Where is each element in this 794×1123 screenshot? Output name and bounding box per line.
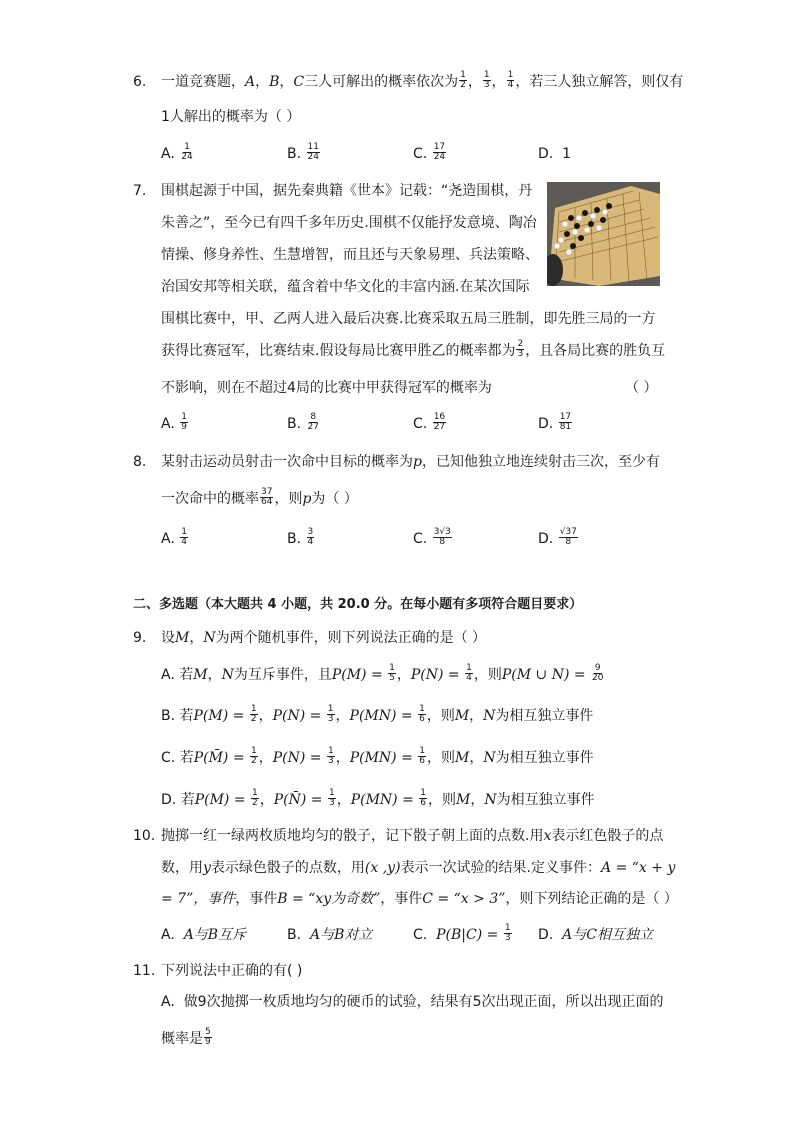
- q8-option-d: D. $\frac{√37}{8}$: [538, 526, 577, 547]
- q7-line2: 朱善之”，至今已有四千多年历史.围棋不仅能抒发意境、陶冶: [161, 215, 537, 231]
- q9-option-c: C. 若P(M̄) = $\frac{1}{2}$ ，P(N) = $\frac{1}{3}$ ，P(MN) = $\frac{1}{6}$ ，则M，N为相互独立事件: [161, 745, 594, 766]
- q9-option-b: B. 若P(M) = $\frac{1}{2}$ ，P(N) = $\frac{1}{3}$ ，P(MN) = $\frac{1}{6}$ ，则M，N为相互独立事件: [161, 703, 594, 724]
- q7-line5: 围棋比赛中，甲、乙两人进入最后决赛.比赛采取五局三胜制，即先胜三局的一方: [161, 311, 656, 327]
- q6-number: 6.: [133, 74, 147, 90]
- q7-option-a: A. $\frac{1}{9}$: [161, 411, 187, 432]
- q11-option-a-line1: A. 做9次抛掷一枚质地均匀的硬币的试验，结果有5次出现正面，所以出现正面的: [161, 994, 664, 1010]
- q10-option-b: B. A与B对立: [287, 927, 373, 943]
- q10-option-a: A. A与B互斥: [161, 927, 247, 943]
- q10-option-d: D. A与C相互独立: [538, 927, 653, 943]
- q8-option-b: B. $\frac{3}{4}$: [287, 526, 314, 547]
- q6-option-b: B. $\frac{11}{24}$: [287, 141, 319, 162]
- q10-option-c: C. P(B|C) = $\frac{1}{3}$: [413, 922, 511, 943]
- q6-line2: 1人解出的概率为（ ）: [161, 109, 301, 125]
- q6-option-c: C. $\frac{17}{24}$: [413, 141, 446, 162]
- q7-option-b: B. $\frac{8}{27}$: [287, 411, 319, 432]
- q7-line7: 不影响，则在不超过4局的比赛中甲获得冠军的概率为: [161, 380, 492, 396]
- q8-option-c: C. $\frac{3√3}{8}$: [413, 526, 451, 547]
- q10-line2: 数，用y表示绿色骰子的点数，用(x ,y)表示一次试验的结果.定义事件：A = “x + y: [161, 860, 676, 876]
- q8-option-a: A. $\frac{1}{4}$: [161, 526, 187, 547]
- q7-line3: 情操、修身养性、生慧增智，而且还与天象易理、兵法策略、: [161, 247, 539, 263]
- q7-line4: 治国安邦等相关联，蕴含着中华文化的丰富内涵.在某次国际: [161, 279, 530, 295]
- q7-number: 7.: [133, 183, 147, 199]
- q8-line2: 一次命中的概率 $\frac{37}{64}$ ，则p为（ ）: [161, 486, 358, 507]
- q7-option-d: D. $\frac{17}{81}$: [538, 411, 572, 432]
- section-heading: 二、多选题（本大题共 4 小题，共 20.0 分。在每小题有多项符合题目要求）: [133, 597, 583, 612]
- q10-line1: 抛掷一红一绿两枚质地均匀的骰子，记下骰子朝上面的点数.用x表示红色骰子的点: [161, 828, 664, 844]
- q9-number: 9.: [133, 630, 147, 646]
- q11-line1: 下列说法中正确的有( ): [161, 963, 303, 979]
- q7-option-c: C. $\frac{16}{27}$: [413, 411, 446, 432]
- q11-option-a-line2: 概率是 $\frac{5}{9}$: [161, 1026, 211, 1047]
- q10-number: 10.: [133, 828, 156, 844]
- q10-line3: = 7”，事件，事件B = “xy为奇数”，事件C = “x > 3”，则下列结论正确的是（ ）: [161, 891, 678, 907]
- q7-line1: 围棋起源于中国，据先秦典籍《世本》记载：“尧造围棋，丹: [161, 183, 533, 199]
- q11-number: 11.: [133, 963, 156, 979]
- weiqi-photo: [547, 182, 660, 286]
- q7-line6: 获得比赛冠军，比赛结束.假设每局比赛甲胜乙的概率都为 $\frac{2}{3}$ ，且各局比赛的胜负互: [161, 338, 666, 359]
- q6-option-a: A. $\frac{1}{24}$: [161, 141, 193, 162]
- q9-option-d: D. 若P(M) = $\frac{1}{2}$ ，P(N̄) = $\frac{1}{3}$ ，P(MN) = $\frac{1}{6}$ ，则M，N为相互独立事件: [161, 787, 595, 808]
- q7-answer-paren: （ ）: [625, 380, 658, 396]
- q9-option-a: A. 若M，N为互斥事件，且P(M) = $\frac{1}{5}$ ，P(N) = $\frac{1}{4}$ ，则P(M ∪ N) = $\frac{9}{20}$: [161, 662, 604, 683]
- q8-number: 8.: [133, 454, 147, 470]
- q9-line1: 设M，N为两个随机事件，则下列说法正确的是（ ）: [161, 630, 487, 646]
- q8-line1: 某射击运动员射击一次命中目标的概率为p，已知他独立地连续射击三次，至少有: [161, 454, 660, 470]
- q6-line1: 一道竞赛题，A，B，C三人可解出的概率依次为 $\frac{1}{2}$ ， $\frac{1}{3}$ ， $\frac{1}{4}$ ，若三人独立解答，则仅有: [161, 69, 684, 90]
- q6-option-d: D. 1: [538, 146, 572, 162]
